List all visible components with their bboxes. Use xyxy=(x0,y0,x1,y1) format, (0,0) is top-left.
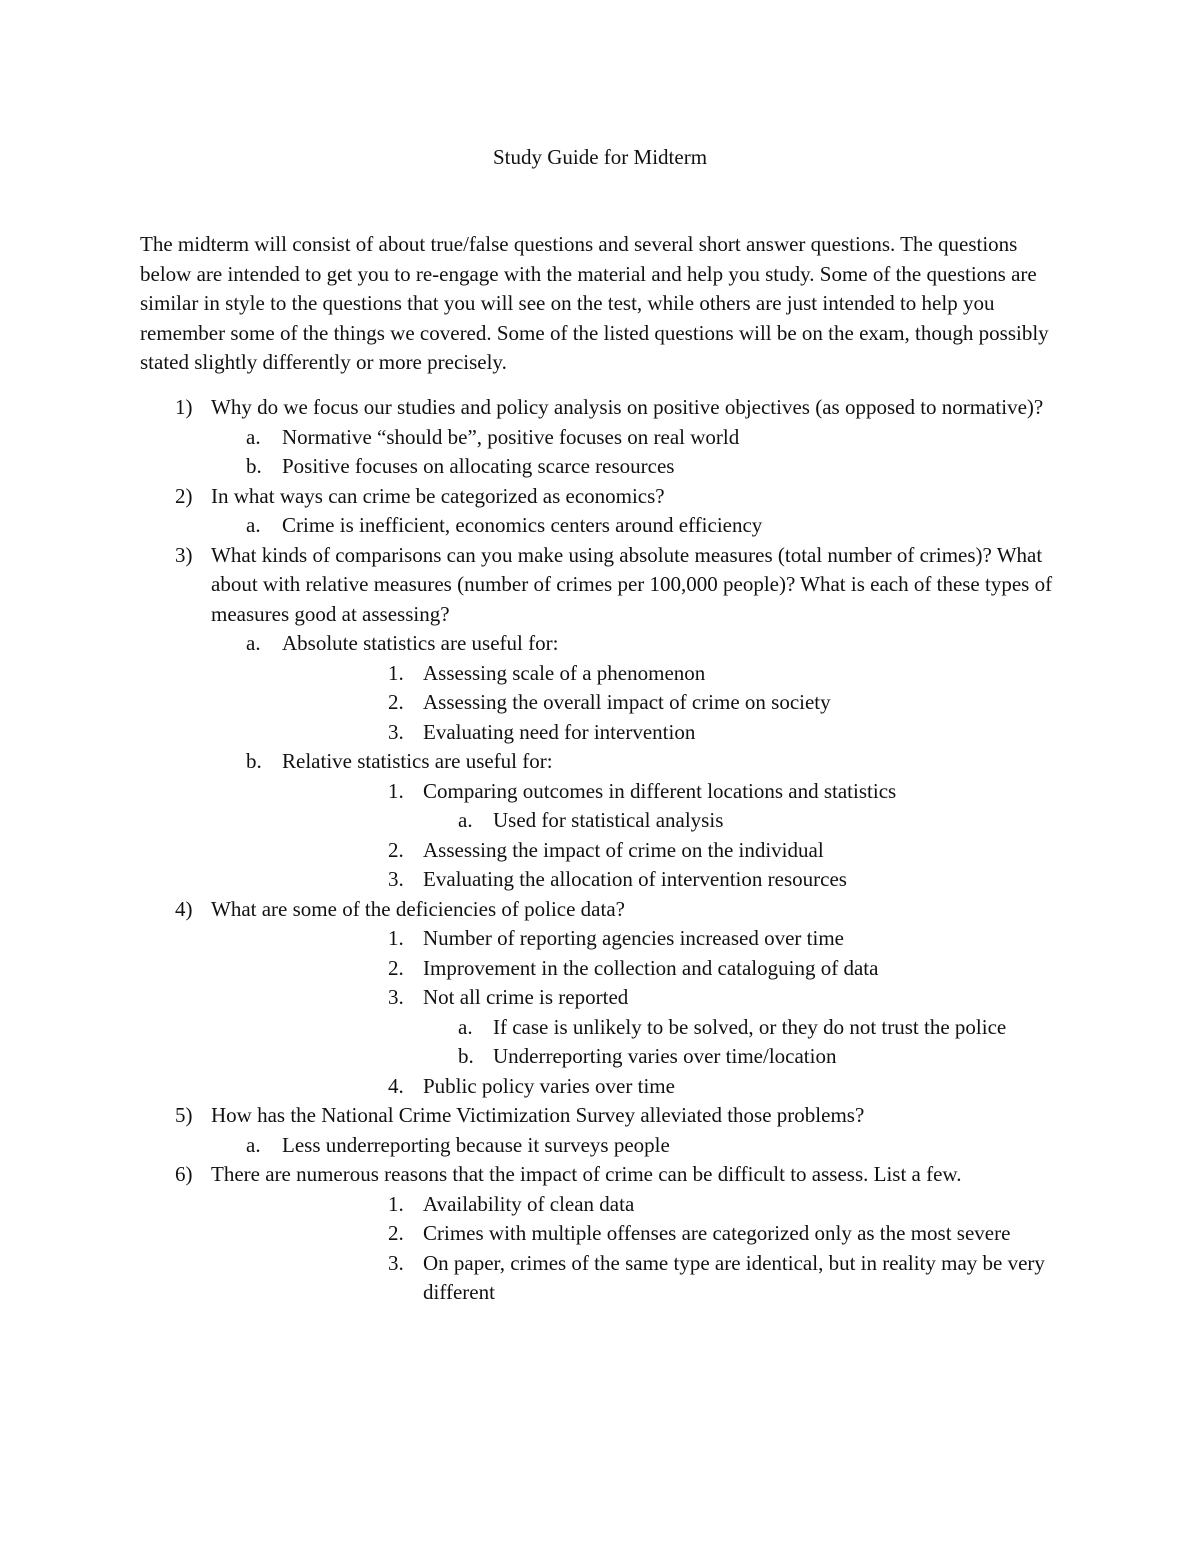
page-title: Study Guide for Midterm xyxy=(492,145,708,169)
question-number: 6) xyxy=(175,1162,193,1186)
question-text: What kinds of comparisons can you make using absolute measures (total number of crimes)? What about with relative measures (number of crimes per 100,000 people)? What is each of these types of measures good at assessing? xyxy=(211,542,1053,626)
point-text: Not all crime is reported xyxy=(423,985,629,1009)
subpoint-text: If case is unlikely to be solved, or they do not trust the police xyxy=(493,1014,1007,1039)
question-text: How has the National Crime Victimization Survey alleviated those problems? xyxy=(211,1103,865,1127)
point-text: Crimes with multiple offenses are categorized only as the most severe xyxy=(423,1221,1011,1245)
question-text: What are some of the deficiencies of police data? xyxy=(211,896,625,921)
point-text: Comparing outcomes in different locations and statistics xyxy=(423,778,897,803)
subpoint-label: a. xyxy=(458,1014,473,1039)
answer-subpoint xyxy=(0,1042,1200,1072)
point-text: On paper, crimes of the same type are identical, but in reality may be very different xyxy=(423,1250,1045,1304)
answer-item xyxy=(0,1131,1200,1161)
item-label: a. xyxy=(246,631,261,655)
question-2 xyxy=(0,482,1200,512)
point-text: Number of reporting agencies increased over time xyxy=(423,926,844,950)
question-number: 2) xyxy=(175,483,193,508)
answer-subpoint xyxy=(0,806,1200,836)
answer-item xyxy=(0,747,1200,777)
item-label: b. xyxy=(246,454,262,478)
answer-point xyxy=(0,688,1200,718)
answer-subpoint xyxy=(0,1013,1200,1043)
subpoint-label: b. xyxy=(458,1044,474,1068)
item-text: Crime is inefficient, economics centers around efficiency xyxy=(282,513,763,537)
answer-item xyxy=(0,629,1200,659)
answer-point xyxy=(0,1219,1200,1249)
point-text: Evaluating need for intervention xyxy=(423,719,696,744)
question-4 xyxy=(0,895,1200,925)
point-text: Availability of clean data xyxy=(423,1191,635,1216)
point-label: 1. xyxy=(388,1191,404,1216)
point-text: Assessing scale of a phenomenon xyxy=(423,660,706,685)
subpoint-text: Underreporting varies over time/location xyxy=(493,1044,837,1068)
point-label: 2. xyxy=(388,955,404,980)
item-text: Relative statistics are useful for: xyxy=(282,749,553,773)
intro-paragraph: The midterm will consist of about true/false questions and several short answer questions. The questions below are intended to get you to re-engage with the material and help you study. Some of the questions are similar in style to the questions that you will see on the test, while others are just intended to help you remember some of the things we covered. Some of the listed questions will be on the exam, though possibly stated slightly differently or more precisely. xyxy=(140,232,1049,374)
question-text: In what ways can crime be categorized as economics? xyxy=(211,483,665,508)
question-number: 5) xyxy=(175,1103,193,1127)
item-text: Normative “should be”, positive focuses on real world xyxy=(282,424,740,449)
question-1 xyxy=(0,393,1200,423)
point-label: 1. xyxy=(388,660,404,685)
answer-point xyxy=(0,836,1200,866)
subpoint-text: Used for statistical analysis xyxy=(493,808,724,832)
answer-point xyxy=(0,1249,1200,1308)
point-text: Assessing the impact of crime on the individual xyxy=(423,837,824,862)
answer-point xyxy=(0,718,1200,748)
answer-item xyxy=(0,423,1200,453)
answer-point xyxy=(0,865,1200,895)
question-number: 4) xyxy=(175,896,193,921)
point-label: 3. xyxy=(388,985,404,1009)
question-text: There are numerous reasons that the impact of crime can be difficult to assess. List a few. xyxy=(211,1162,962,1186)
answer-item xyxy=(0,511,1200,541)
point-text: Evaluating the allocation of intervention resources xyxy=(423,867,847,891)
question-3 xyxy=(0,541,1200,630)
item-label: a. xyxy=(246,1132,261,1157)
point-label: 2. xyxy=(388,837,404,862)
question-text: Why do we focus our studies and policy analysis on positive objectives (as opposed to normative)? xyxy=(211,395,1044,419)
point-label: 4. xyxy=(388,1073,404,1098)
point-label: 1. xyxy=(388,778,404,803)
question-5 xyxy=(0,1101,1200,1131)
item-label: a. xyxy=(246,513,261,537)
item-text: Positive focuses on allocating scarce resources xyxy=(282,454,675,478)
answer-point xyxy=(0,983,1200,1013)
answer-point xyxy=(0,777,1200,807)
point-label: 3. xyxy=(388,867,404,891)
point-label: 3. xyxy=(388,1250,404,1275)
answer-point xyxy=(0,924,1200,954)
answer-point xyxy=(0,954,1200,984)
point-label: 3. xyxy=(388,719,404,744)
question-number: 3) xyxy=(175,542,193,567)
point-text: Public policy varies over time xyxy=(423,1073,675,1098)
answer-point xyxy=(0,659,1200,689)
point-label: 1. xyxy=(388,926,404,950)
answer-item xyxy=(0,452,1200,482)
answer-point xyxy=(0,1190,1200,1220)
item-text: Absolute statistics are useful for: xyxy=(282,631,559,655)
item-label: a. xyxy=(246,424,261,449)
point-text: Improvement in the collection and cataloguing of data xyxy=(423,955,879,980)
answer-point xyxy=(0,1072,1200,1102)
question-number: 1) xyxy=(175,395,193,419)
question-6 xyxy=(0,1160,1200,1190)
question-list xyxy=(0,393,1200,1308)
point-text: Assessing the overall impact of crime on society xyxy=(423,690,831,714)
point-label: 2. xyxy=(388,1221,404,1245)
item-text: Less underreporting because it surveys people xyxy=(282,1132,670,1157)
point-label: 2. xyxy=(388,690,404,714)
item-label: b. xyxy=(246,749,262,773)
subpoint-label: a. xyxy=(458,808,473,832)
